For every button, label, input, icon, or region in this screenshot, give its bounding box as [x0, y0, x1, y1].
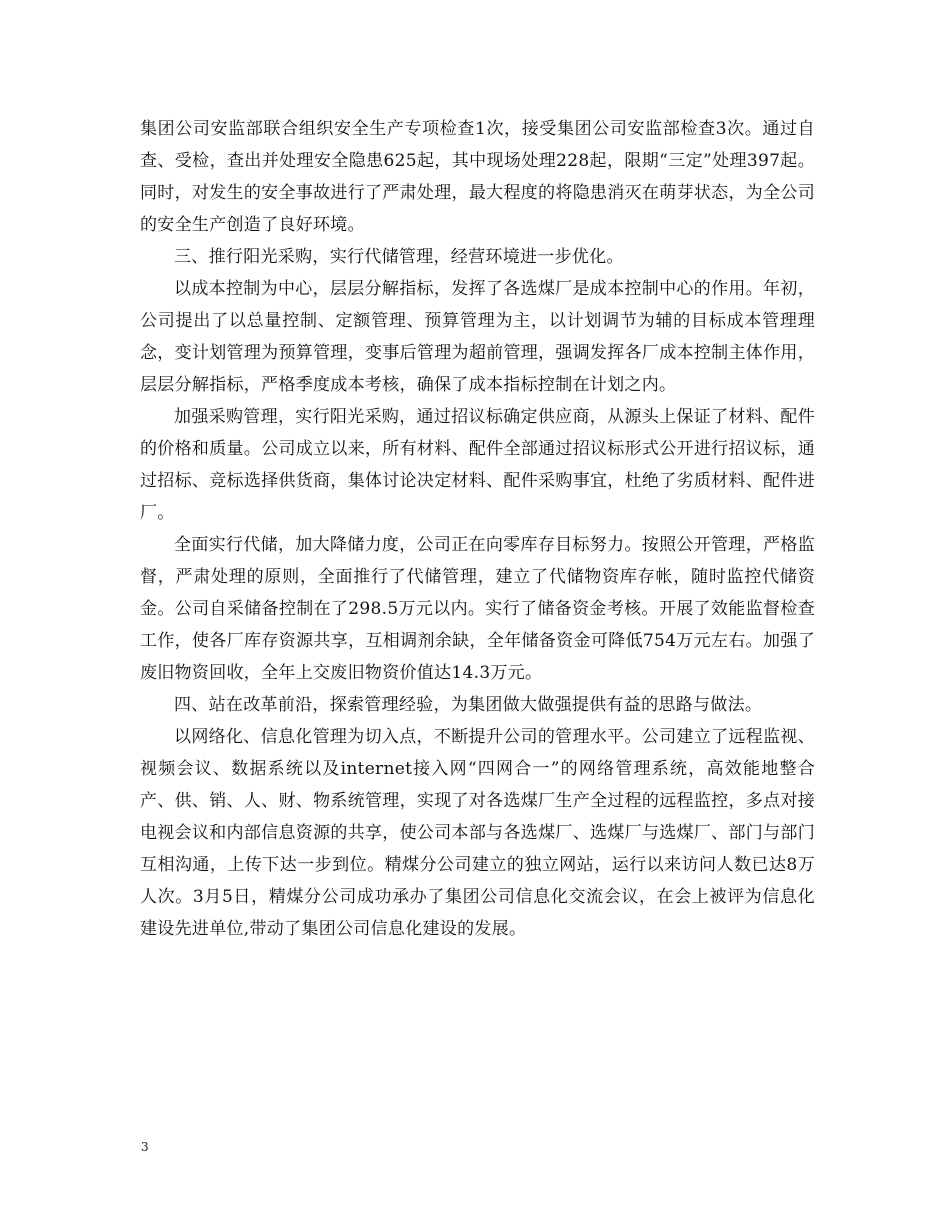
section-heading-4: 四、站在改革前沿，探索管理经验，为集团做大做强提供有益的思路与做法。: [174, 695, 763, 715]
paragraph-continued: 集团公司安监部联合组织安全生产专项检查1次，接受集团公司安监部检查3次。通过自查、受检，查出并处理安全隐患625起，其中现场处理228起，限期“三定”处理397起。同时，对发生的安全事故进行了严肃处理，最大程度的将隐患消灭在萌芽状态，为全公司的安全生产创造了良好环境。: [140, 119, 815, 235]
paragraph-informatization: 以网络化、信息化管理为切入点，不断提升公司的管理水平。公司建立了远程监视、视频会议、数据系统以及internet接入网“四网合一”的网络管理系统，高效能地整合产、供、销、人、财、物系统管理，实现了对各选煤厂生产全过程的远程监控，多点对接电视会议和内部信息资源的共享，使公司本部与各选煤厂、选煤厂与选煤厂、部门与部门互相沟通，上传下达一步到位。精煤分公司建立的独立网站，运行以来访问人数已达8万人次。3月5日，精煤分公司成功承办了集团公司信息化交流会议，在会上被评为信息化建设先进单位,带动了集团公司信息化建设的发展。: [140, 727, 815, 939]
paragraph-consignment-storage: 全面实行代储，加大降储力度，公司正在向零库存目标努力。按照公开管理，严格监督，严肃处理的原则，全面推行了代储管理，建立了代储物资库存帐，随时监控代储资金。公司自采储备控制在了298.5万元以内。实行了储备资金考核。开展了效能监督检查工作，使各厂库存资源共享，互相调剂余缺，全年储备资金可降低754万元左右。加强了废旧物资回收，全年上交废旧物资价值达14.3万元。: [140, 535, 815, 683]
page-number: 3: [141, 1140, 149, 1154]
paragraph-cost-control: 以成本控制为中心，层层分解指标，发挥了各选煤厂是成本控制中心的作用。年初，公司提出了以总量控制、定额管理、预算管理为主，以计划调节为辅的目标成本管理理念，变计划管理为预算管理，变事后管理为超前管理，强调发挥各厂成本控制主体作用，层层分解指标，严格季度成本考核，确保了成本指标控制在计划之内。: [140, 279, 815, 395]
document-body: [140, 113, 815, 945]
paragraph-procurement: 加强采购管理，实行阳光采购，通过招议标确定供应商，从源头上保证了材料、配件的价格和质量。公司成立以来，所有材料、配件全部通过招议标形式公开进行招议标，通过招标、竞标选择供货商，集体讨论决定材料、配件采购事宜，杜绝了劣质材料、配件进厂。: [140, 407, 815, 523]
section-heading-3: 三、推行阳光采购，实行代储管理，经营环境进一步优化。: [174, 247, 624, 267]
